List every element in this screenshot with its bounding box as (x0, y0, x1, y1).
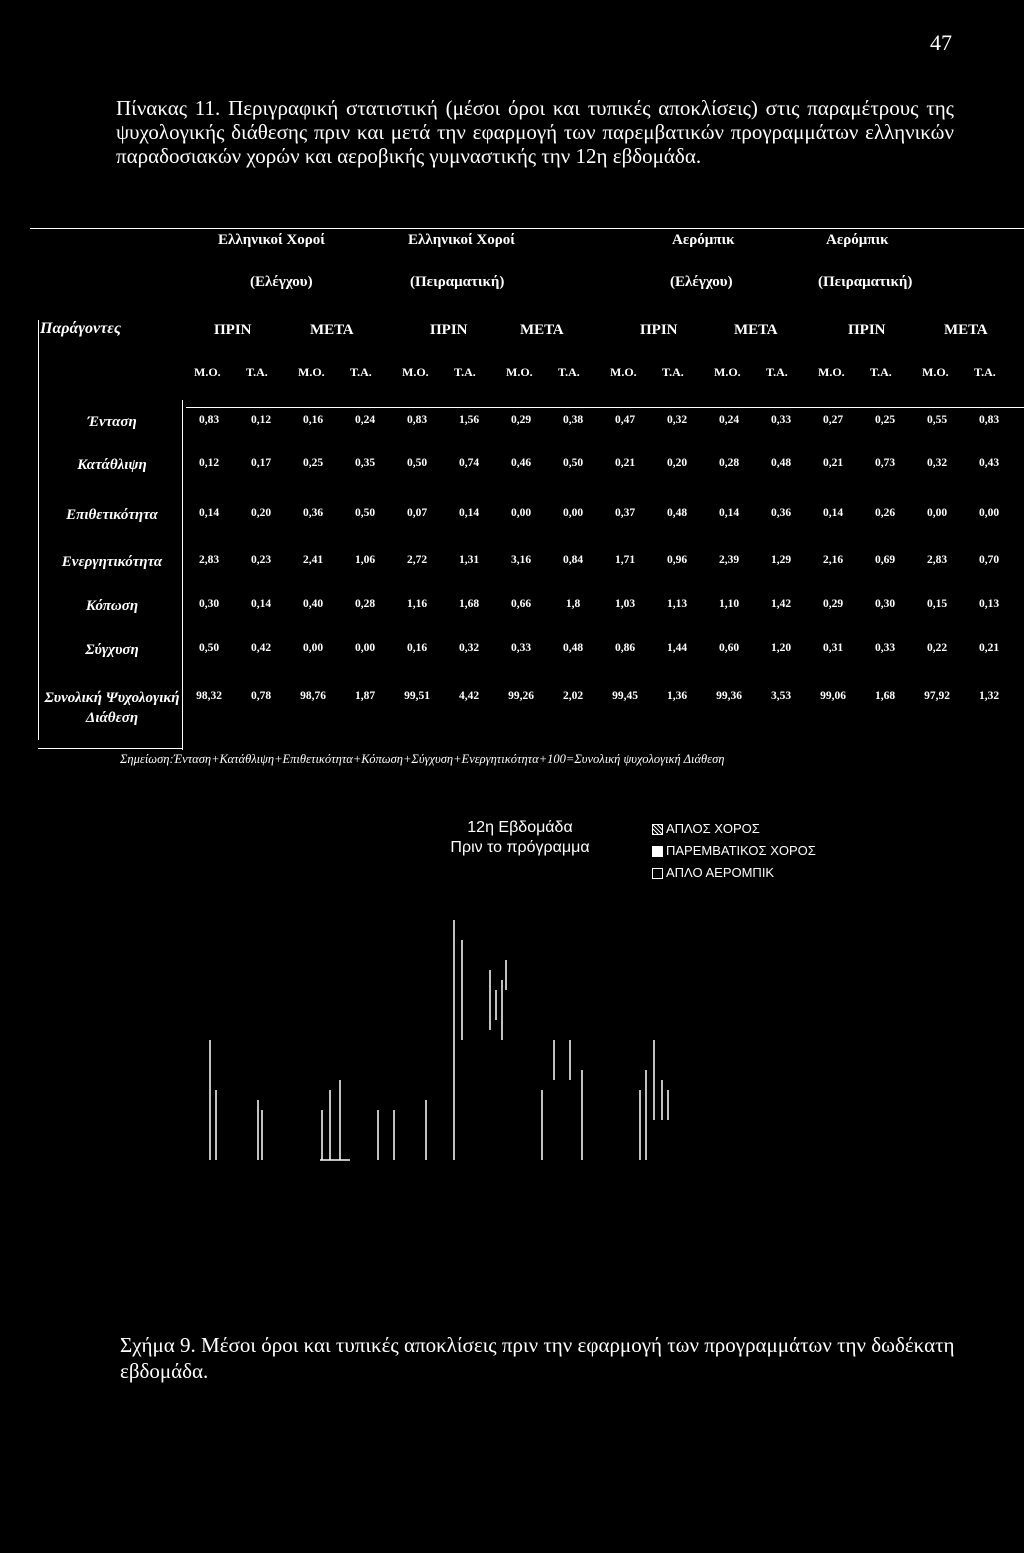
table-cell: 0,15 (926, 598, 948, 610)
group-subheader: (Ελέγχου) (670, 274, 733, 290)
table-cell: 0,83 (978, 414, 1000, 426)
table-cell: 0,69 (874, 554, 896, 566)
group-header: Αερόμπικ (826, 232, 889, 248)
table-cell: 0,28 (354, 598, 376, 610)
table-cell: 0,21 (978, 642, 1000, 654)
table-cell: 0,35 (354, 457, 376, 469)
row-label: Επιθετικότητα (66, 507, 158, 523)
table-cell: 0,43 (978, 457, 1000, 469)
table-cell: 0,12 (250, 414, 272, 426)
table-cell: 0,00 (562, 507, 584, 519)
phase-header: ΠΡΙΝ (640, 322, 678, 338)
stat-header: Μ.Ο. (610, 365, 637, 379)
table-cell: 2,41 (302, 554, 324, 566)
chart-legend (652, 818, 816, 884)
table-cell: 0,55 (926, 414, 948, 426)
table-cell: 0,36 (770, 507, 792, 519)
hatch-swatch-icon (652, 824, 663, 835)
table-cell: 0,32 (926, 457, 948, 469)
table-cell: 0,48 (770, 457, 792, 469)
table-cell: 1,29 (770, 554, 792, 566)
chart-title-block (420, 818, 620, 858)
table-row-rule (186, 407, 1024, 408)
legend-label: ΑΠΛΟΣ ΧΟΡΟΣ (666, 821, 760, 836)
table-cell: 0,32 (458, 642, 480, 654)
table-cell: 0,83 (406, 414, 428, 426)
group-subheader: (Πειραματική) (818, 274, 913, 290)
table-cell: 0,16 (406, 642, 428, 654)
table-top-rule (30, 228, 1024, 229)
table-cell: 1,13 (666, 598, 688, 610)
group-subheader: (Ελέγχου) (250, 274, 313, 290)
table-cell: 0,48 (562, 642, 584, 654)
phase-header: ΠΡΙΝ (848, 322, 886, 338)
stat-header: Μ.Ο. (298, 365, 325, 379)
table-cell: 0,74 (458, 457, 480, 469)
empty-swatch-icon (652, 868, 663, 879)
stat-header: Μ.Ο. (194, 365, 221, 379)
table-cell: 1,10 (718, 598, 740, 610)
page-number: 47 (930, 30, 952, 55)
row-label: Ενεργητικότητα (61, 554, 163, 570)
table-cell: 0,14 (250, 598, 272, 610)
factors-label: Παράγοντες (40, 320, 121, 337)
group-subheader: (Πειραματική) (410, 274, 505, 290)
table-cell: 0,33 (510, 642, 532, 654)
group-header: Αερόμπικ (672, 232, 735, 248)
table-cell: 0,32 (666, 414, 688, 426)
table-cell: 1,71 (614, 554, 636, 566)
table-cell: 0,47 (614, 414, 636, 426)
table-cell: 1,20 (770, 642, 792, 654)
table-caption-label: Πίνακας 11. (116, 96, 221, 120)
table-cell: 0,00 (978, 507, 1000, 519)
stat-header: Τ.Α. (766, 365, 788, 379)
table-cell: 0,36 (302, 507, 324, 519)
table-cell: 0,73 (874, 457, 896, 469)
chart-title: 12η Εβδομάδα (467, 819, 573, 836)
row-label: Κατάθλιψη (77, 457, 147, 473)
table-cell: 0,40 (302, 598, 324, 610)
table-cell: 3,16 (510, 554, 532, 566)
table-cell: 0,31 (822, 642, 844, 654)
table-cell: 1,8 (565, 598, 581, 610)
table-left-rule (38, 320, 39, 740)
legend-label: ΠΑΡΕΜΒΑΤΙΚΟΣ ΧΟΡΟΣ (666, 843, 816, 858)
table-cell: 0,20 (250, 507, 272, 519)
table-cell: 0,25 (874, 414, 896, 426)
table-cell: 99,06 (820, 690, 846, 702)
row-label: Κόπωση (85, 598, 139, 614)
table-cell: 0,50 (562, 457, 584, 469)
table-cell: 1,87 (354, 690, 376, 702)
table-cell: 2,02 (562, 690, 584, 702)
table-cell: 1,36 (666, 690, 688, 702)
legend-item (652, 840, 816, 862)
table-label-rule (182, 400, 183, 750)
table-cell: 0,25 (302, 457, 324, 469)
phase-header: ΜΕΤΑ (520, 322, 564, 338)
phase-header: ΠΡΙΝ (214, 322, 252, 338)
group-header: Ελληνικοί Χοροί (408, 232, 515, 248)
group-header: Ελληνικοί Χοροί (218, 232, 325, 248)
table-caption (116, 96, 954, 168)
row-label: Ένταση (87, 414, 137, 430)
table-cell: 0,07 (406, 507, 428, 519)
row-label: Συνολική Ψυχολογική Διάθεση (44, 690, 180, 726)
table-cell: 0,29 (822, 598, 844, 610)
table-cell: 0,83 (198, 414, 220, 426)
table-cell: 0,24 (718, 414, 740, 426)
table-cell: 0,23 (250, 554, 272, 566)
table-cell: 0,16 (302, 414, 324, 426)
stat-header: Τ.Α. (246, 365, 268, 379)
phase-header: ΜΕΤΑ (944, 322, 988, 338)
table-cell: 98,76 (300, 690, 326, 702)
table-cell: 0,00 (510, 507, 532, 519)
stat-header: Τ.Α. (350, 365, 372, 379)
table-cell: 0,60 (718, 642, 740, 654)
table-cell: 2,83 (198, 554, 220, 566)
phase-header: ΜΕΤΑ (310, 322, 354, 338)
table-cell: 0,21 (614, 457, 636, 469)
table-cell: 0,46 (510, 457, 532, 469)
table-cell: 0,33 (770, 414, 792, 426)
table-cell: 4,42 (458, 690, 480, 702)
chart-marks (210, 920, 668, 1160)
solid-swatch-icon (652, 846, 663, 857)
table-cell: 0,12 (198, 457, 220, 469)
table-cell: 0,27 (822, 414, 844, 426)
table-cell: 1,68 (874, 690, 896, 702)
table-cell: 2,83 (926, 554, 948, 566)
table-cell: 0,78 (250, 690, 272, 702)
table-cell: 0,96 (666, 554, 688, 566)
stat-header: Μ.Ο. (506, 365, 533, 379)
table-cell: 0,30 (198, 598, 220, 610)
stat-header: Τ.Α. (558, 365, 580, 379)
table-cell: 0,50 (354, 507, 376, 519)
row-label: Σύγχυση (85, 642, 139, 658)
figure-caption-text: Μέσοι όροι και τυπικές αποκλίσεις πριν την εφαρμογή των προγραμμάτων την δωδέκατη εβδομάδα. (120, 1333, 955, 1383)
table-cell: 0,33 (874, 642, 896, 654)
table-cell: 0,38 (562, 414, 584, 426)
table-cell: 0,00 (302, 642, 324, 654)
table-cell: 0,86 (614, 642, 636, 654)
table-cell: 0,66 (510, 598, 532, 610)
table-cell: 0,24 (354, 414, 376, 426)
table-cell: 1,32 (978, 690, 1000, 702)
table-cell: 1,56 (458, 414, 480, 426)
phase-header: ΠΡΙΝ (430, 322, 468, 338)
stat-header: Μ.Ο. (402, 365, 429, 379)
phase-header: ΜΕΤΑ (734, 322, 778, 338)
table-cell: 0,14 (458, 507, 480, 519)
table-cell: 99,51 (404, 690, 430, 702)
table-cell: 0,14 (198, 507, 220, 519)
figure-caption-label: Σχήμα 9. (120, 1333, 196, 1357)
table-cell: 0,21 (822, 457, 844, 469)
stat-header: Μ.Ο. (922, 365, 949, 379)
legend-label: ΑΠΛΟ ΑΕΡΟΜΠΙΚ (666, 865, 775, 880)
table-cell: 0,22 (926, 642, 948, 654)
chart-subtitle: Πριν το πρόγραμμα (450, 839, 590, 856)
table-cell: 0,28 (718, 457, 740, 469)
table-cell: 1,16 (406, 598, 428, 610)
table-cell: 99,26 (508, 690, 534, 702)
table-cell: 0,37 (614, 507, 636, 519)
table-cell: 0,26 (874, 507, 896, 519)
figure-caption (120, 1332, 960, 1384)
table-cell: 0,42 (250, 642, 272, 654)
table-cell: 0,20 (666, 457, 688, 469)
table-cell: 0,14 (718, 507, 740, 519)
table-cell: 0,17 (250, 457, 272, 469)
stat-header: Μ.Ο. (714, 365, 741, 379)
table-cell: 3,53 (770, 690, 792, 702)
table-cell: 1,42 (770, 598, 792, 610)
table-cell: 1,68 (458, 598, 480, 610)
stat-header: Τ.Α. (870, 365, 892, 379)
table-cell: 0,50 (198, 642, 220, 654)
table-cell: 0,48 (666, 507, 688, 519)
table-cell: 0,14 (822, 507, 844, 519)
legend-item (652, 818, 816, 840)
table-cell: 0,13 (978, 598, 1000, 610)
table-cell: 0,84 (562, 554, 584, 566)
stat-header: Τ.Α. (454, 365, 476, 379)
table-cell: 98,32 (196, 690, 222, 702)
table-cell: 0,00 (354, 642, 376, 654)
statistics-table (0, 220, 1024, 760)
table-cell: 1,31 (458, 554, 480, 566)
table-cell: 0,30 (874, 598, 896, 610)
table-cell: 97,92 (924, 690, 950, 702)
table-cell: 0,70 (978, 554, 1000, 566)
table-cell: 1,44 (666, 642, 688, 654)
table-cell: 0,00 (926, 507, 948, 519)
table-cell: 99,36 (716, 690, 742, 702)
table-cell: 99,45 (612, 690, 638, 702)
bar-chart (150, 880, 710, 1180)
table-cell: 1,06 (354, 554, 376, 566)
table-cell: 2,72 (406, 554, 428, 566)
stat-header: Μ.Ο. (818, 365, 845, 379)
table-bottom-rule (38, 748, 183, 749)
table-cell: 2,39 (718, 554, 740, 566)
stat-header: Τ.Α. (974, 365, 996, 379)
table-note: Σημείωση:Ένταση+Κατάθλιψη+Επιθετικότητα+Κόπωση+Σύγχυση+Ενεργητικότητα+100=Συνολική ψυχολογική Διάθεση (120, 752, 725, 766)
table-caption-text: Περιγραφική στατιστική (μέσοι όροι και τυπικές αποκλίσεις) στις παραμέτρους της ψυχολογικής διάθεσης πριν και μετά την εφαρμογή των παρεμβατικών προγραμμάτων ελληνικών παραδοσιακών χορών και αεροβικής γυμναστικής την 12η εβδομάδα. (116, 96, 955, 168)
table-cell: 2,16 (822, 554, 844, 566)
table-cell: 1,03 (614, 598, 636, 610)
table-cell: 0,29 (510, 414, 532, 426)
table-cell: 0,50 (406, 457, 428, 469)
stat-header: Τ.Α. (662, 365, 684, 379)
